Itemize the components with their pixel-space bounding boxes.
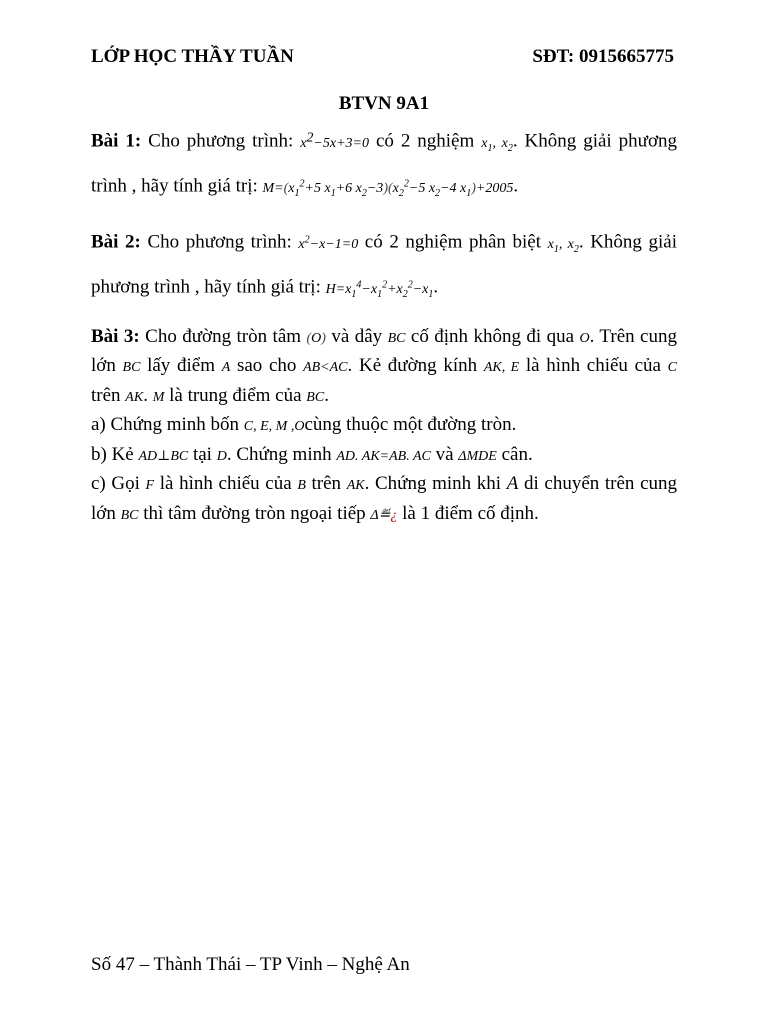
problem-3-text: sao cho [230,355,304,377]
roots-symbol: $x_1$, $x_2$ [547,236,579,255]
problem-3c-text: . Chứng minh khi [364,473,507,495]
problem-3-text: cố định không đi qua [405,325,580,347]
math-o: O [579,330,590,346]
problem-3-text: lấy điểm [140,355,222,377]
math-ad-ak: AD. AK=AB. AC [336,448,431,464]
problem-3a [91,411,677,441]
problem-3b-text: tại [188,443,217,465]
problem-2-label: Bài 2: [91,231,141,253]
math-o: (O) [306,330,326,346]
equation-2: $x^2-x-1=0$ [298,233,359,252]
problem-3c-text: trên [305,473,347,495]
expression-h: $H=x_1^4-x_1^2+x_2^2-x_1$ [325,279,434,300]
problem-1-text: có 2 nghiệm [369,130,482,152]
problem-3: Bài 3: Cho đường tròn tâm (O) và dây BC cố định không đi qua O. Trên cung lớn BC lấy điểm A sao cho AB<AC. Kẻ đường kính AK, E là hình chiếu của C trên AK. M là trung điểm của BC. [91,325,678,406]
problem-3b [91,441,677,471]
math-triangle-mde: ΔMDE [458,448,497,464]
problem-2: Bài 2: Cho phương trình: $x^2-x-1=0$ có 2 nghiệm phân biệt $x_1$, $x_2$. Không giải phương trình , hãy tính giá trị: $H=x_1^4-x_1^2+x_2^2-x_1$. [91,231,678,300]
problem-3b-text: và [430,443,459,465]
problem-2-text: . Không giải phương trình , hãy tính giá trị: [91,231,678,299]
math-bc: BC [387,330,406,346]
math-bc: BC [120,507,139,523]
math-a: A [506,473,519,495]
math-ak: AK [346,478,365,494]
math-c: C [667,360,678,376]
math-ab-lt-ac: AB<AC [303,360,348,376]
problem-3b-text: cân. [496,443,533,465]
math-cemo: C, E, M ,O [243,419,305,435]
problem-3c-text: di chuyển trên cung lớn [91,473,678,524]
problem-1-label: Bài 1: [91,130,142,152]
problem-1-text: Cho phương trình: [141,130,301,152]
page-title: BTVN 9A1 [338,93,430,114]
problem-3c-text: là 1 điểm cố định. [397,502,539,524]
problem-3-text: . Kẻ đường kính [347,355,484,377]
expression-m: $M=(x_1^2+5$ $x_1+6$ $x_2-3)(x_2^2-5$ $x_2-4$ $x_1)+2005$ [262,178,514,199]
math-ad-perp-bc: AD⊥BC [138,448,189,464]
math-bc: BC [306,389,325,405]
problem-3-label: Bài 3: [91,325,140,347]
problem-3-text: và dây [325,325,388,347]
problem-1: Bài 1: Cho phương trình: $x^2-5x+3=0$ có 2 nghiệm $x_1$, $x_2$. Không giải phương trình , hãy tính giá trị: $M=(x_1^2+5$ $x_1+6$ $x_2-3)(x_2^2-5$ $x_2-4$ $x_1)+2005$. [91,130,678,199]
math-ak-e: AK, E [483,360,520,376]
problem-3a-text: cùng thuộc một đường tròn. [304,414,517,436]
problem-3-text: trên [91,384,126,406]
problem-3-text: Cho đường tròn tâm [139,325,307,347]
footer-address: Số 47 – Thành Thái – TP Vinh – Nghệ An [91,954,410,975]
math-m: M [152,389,165,405]
header-class-name: LỚP HỌC THẦY TUẦN [91,46,294,67]
problem-3c-text: c) Gọi [91,473,146,495]
problem-3-text: là trung điểm của [164,384,307,406]
equation-1: $x^2-5x+3=0$ [300,130,369,151]
problem-3a-text: a) Chứng minh bốn [91,414,244,436]
problem-3c-text: thì tâm đường tròn ngoại tiếp [138,502,371,524]
math-f: F [145,478,155,494]
problem-2-text: Cho phương trình: [140,231,299,253]
document-body [91,120,677,529]
problem-3-text: là hình chiếu của [519,355,668,377]
math-bc: BC [122,360,141,376]
math-ak: AK [125,389,144,405]
math-a: A [221,360,231,376]
problem-3c [91,470,677,529]
problem-3-text: . Trên cung lớn [91,325,677,377]
roots-symbol: $x_1$, $x_2$ [481,135,513,154]
math-b: B [297,478,306,494]
math-d: D [216,448,227,464]
problem-1-text: . Không giải phương trình , hãy tính giá trị: [91,130,678,198]
problem-3b-text: b) Kẻ [91,443,139,465]
problem-3c-text: là hình chiếu của [154,473,298,495]
math-triangle-broken: Δ≝¿ [370,507,398,523]
problem-3b-text: . Chứng minh [226,443,337,465]
problem-2-text: có 2 nghiệm phân biệt [358,231,548,253]
header-phone: SĐT: 0915665775 [532,46,674,67]
